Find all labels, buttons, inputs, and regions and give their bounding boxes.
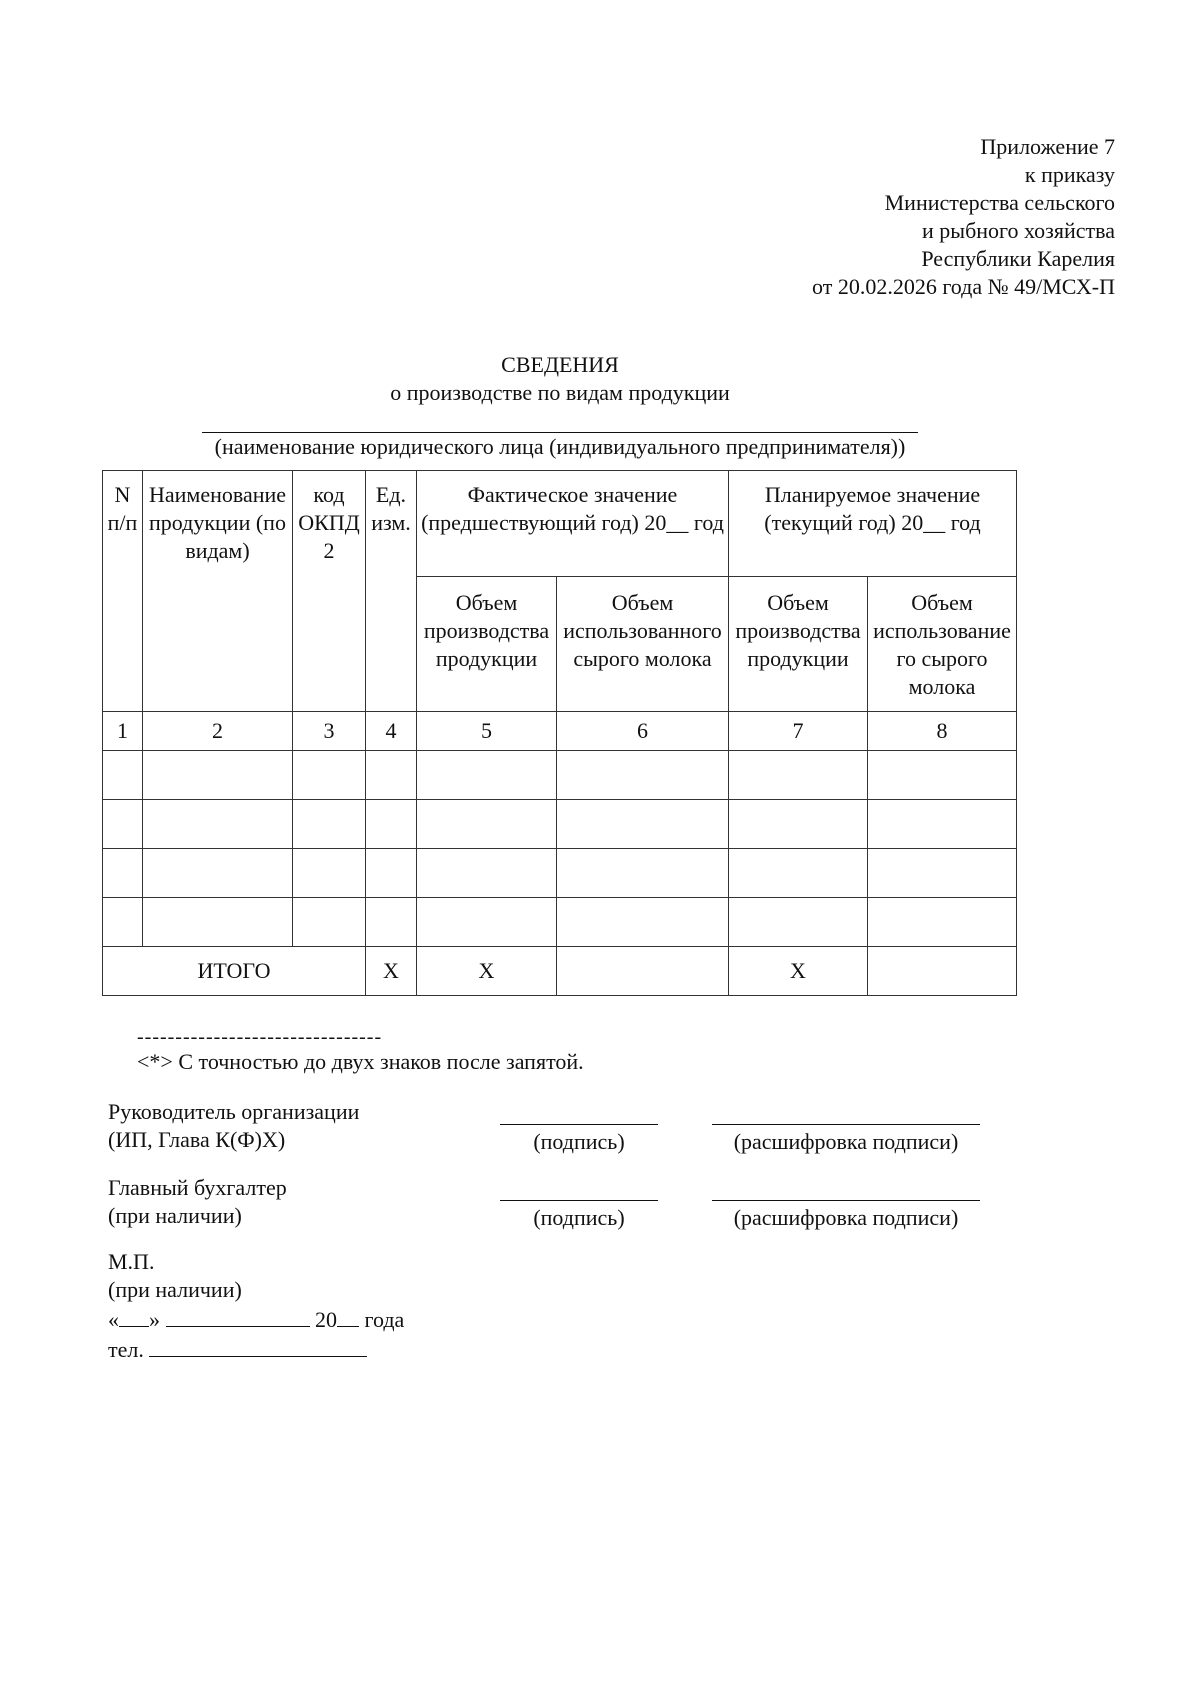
table-cell[interactable] [143, 800, 293, 849]
column-number: 5 [417, 712, 557, 751]
header-order: к приказу [1024, 162, 1115, 187]
column-number: 7 [729, 712, 868, 751]
header-unit: Ед. изм. [366, 471, 417, 712]
stamp-block [108, 1248, 404, 1364]
head-decode-line[interactable] [712, 1124, 980, 1125]
table-cell[interactable] [143, 898, 293, 947]
date-day-field[interactable] [119, 1304, 149, 1327]
header-date: от 20.02.2026 года № 49/МСХ-П [812, 274, 1115, 299]
page-title: СВЕДЕНИЯ [501, 352, 619, 377]
head-subtitle: (ИП, Глава К(Ф)Х) [108, 1127, 286, 1152]
date-month-field[interactable] [166, 1304, 310, 1327]
table-cell[interactable] [417, 849, 557, 898]
phone-line [108, 1334, 404, 1364]
table-row [103, 898, 1017, 947]
header-planned-production: Объем производства продукции [729, 577, 868, 712]
table-cell[interactable] [417, 898, 557, 947]
header-ministry-cont: и рыбного хозяйства [922, 218, 1115, 243]
total-unit-x: Х [366, 947, 417, 996]
table-row [103, 751, 1017, 800]
head-signature-line[interactable] [500, 1124, 658, 1125]
total-label: ИТОГО [103, 947, 366, 996]
table-cell[interactable] [293, 849, 366, 898]
table-cell[interactable] [293, 898, 366, 947]
stamp-note: (при наличии) [108, 1277, 242, 1302]
header-planned-milk: Объем использование го сырого молока [868, 577, 1017, 712]
table-cell[interactable] [557, 800, 729, 849]
head-signatory [108, 1098, 359, 1154]
header-actual-value: Фактическое значение (предшествующий год) 20__ год [417, 471, 729, 577]
table-cell[interactable] [729, 898, 868, 947]
table-cell[interactable] [729, 800, 868, 849]
column-number: 8 [868, 712, 1017, 751]
head-signature-caption: (подпись) [533, 1129, 625, 1154]
table-cell[interactable] [868, 898, 1017, 947]
date-suffix: года [364, 1307, 405, 1332]
header-appendix: Приложение 7 [980, 134, 1115, 159]
table-cell[interactable] [417, 751, 557, 800]
table-cell[interactable] [417, 800, 557, 849]
column-number: 6 [557, 712, 729, 751]
header-actual-milk: Объем использованного сырого молока [557, 577, 729, 712]
table-cell[interactable] [557, 751, 729, 800]
date-quote-open: « [108, 1307, 119, 1332]
table-cell[interactable] [366, 849, 417, 898]
date-year-prefix: 20 [315, 1307, 337, 1332]
accountant-signature-caption: (подпись) [533, 1205, 625, 1230]
table-cell[interactable] [103, 751, 143, 800]
total-actual-production-x: Х [417, 947, 557, 996]
table-cell[interactable] [293, 800, 366, 849]
page-subtitle: о производстве по видам продукции [390, 380, 730, 405]
table-row [103, 849, 1017, 898]
accountant-decode-line[interactable] [712, 1200, 980, 1201]
header-actual-production: Объем производства продукции [417, 577, 557, 712]
table-cell[interactable] [103, 849, 143, 898]
table-cell[interactable] [729, 751, 868, 800]
accountant-signature-line[interactable] [500, 1200, 658, 1201]
table-cell[interactable] [103, 898, 143, 947]
header-planned-value: Планируемое значение (текущий год) 20__ год [729, 471, 1017, 577]
accountant-title: Главный бухгалтер [108, 1175, 287, 1200]
entity-name-caption: (наименование юридического лица (индивидуального предпринимателя)) [214, 434, 906, 459]
accountant-decode-caption: (расшифровка подписи) [733, 1205, 959, 1230]
head-decode-caption: (расшифровка подписи) [733, 1129, 959, 1154]
footnote-text: <*> С точностью до двух знаков после запятой. [137, 1049, 584, 1074]
head-title: Руководитель организации [108, 1099, 360, 1124]
total-actual-milk[interactable] [557, 947, 729, 996]
table-cell[interactable] [557, 849, 729, 898]
table-cell[interactable] [557, 898, 729, 947]
column-number: 3 [293, 712, 366, 751]
date-quote-close: » [149, 1307, 160, 1332]
date-line [108, 1304, 404, 1334]
stamp-label: М.П. [108, 1249, 155, 1274]
production-table [102, 470, 1017, 996]
table-cell[interactable] [868, 800, 1017, 849]
footnote-separator: -------------------------------- [137, 1026, 383, 1048]
date-year-field[interactable] [337, 1304, 359, 1327]
total-planned-milk[interactable] [868, 947, 1017, 996]
table-cell[interactable] [143, 849, 293, 898]
column-number: 4 [366, 712, 417, 751]
accountant-signatory [108, 1174, 287, 1230]
table-cell[interactable] [366, 800, 417, 849]
header-product-name: Наименование продукции (по видам) [143, 471, 293, 712]
total-planned-production-x: Х [729, 947, 868, 996]
accountant-subtitle: (при наличии) [108, 1203, 242, 1228]
header-ministry: Министерства сельского [884, 190, 1115, 215]
column-numbers-row [103, 712, 1017, 751]
table-row [103, 800, 1017, 849]
table-cell[interactable] [868, 751, 1017, 800]
table-cell[interactable] [729, 849, 868, 898]
column-number: 1 [103, 712, 143, 751]
table-cell[interactable] [103, 800, 143, 849]
header-republic: Республики Карелия [921, 246, 1115, 271]
phone-label: тел. [108, 1337, 144, 1362]
approval-header [695, 133, 1115, 301]
table-cell[interactable] [366, 751, 417, 800]
column-number: 2 [143, 712, 293, 751]
table-cell[interactable] [366, 898, 417, 947]
header-num: N п/п [103, 471, 143, 712]
total-row [103, 947, 1017, 996]
table-cell[interactable] [868, 849, 1017, 898]
phone-field[interactable] [149, 1334, 367, 1357]
table-cell[interactable] [293, 751, 366, 800]
table-cell[interactable] [143, 751, 293, 800]
header-okpd-code: код ОКПД 2 [293, 471, 366, 712]
